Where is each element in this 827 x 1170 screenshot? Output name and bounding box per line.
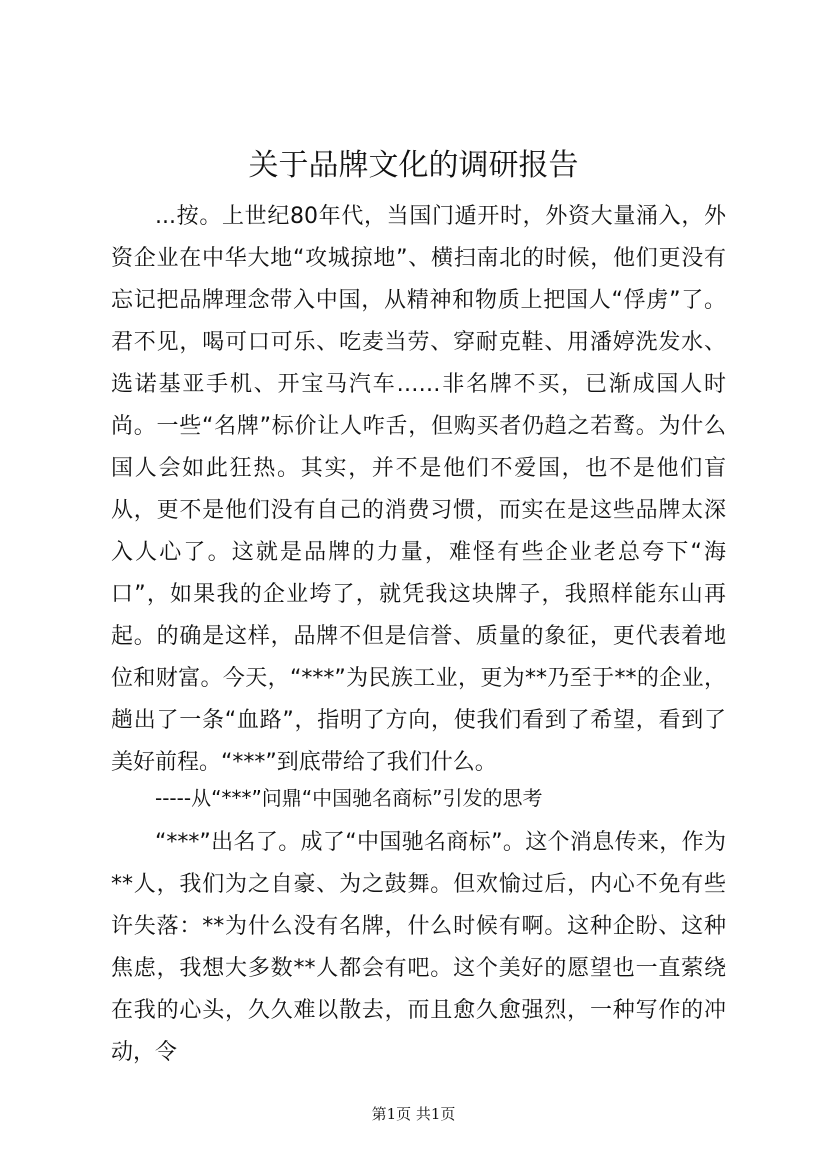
section-subheading: -----从“***”问鼎“中国驰名商标”引发的思考 — [155, 786, 543, 810]
page-footer: 第1页 共1页 — [371, 1105, 456, 1123]
document-title: 关于品牌文化的调研报告 — [248, 148, 579, 183]
body-paragraph-2: “***”出名了。成了“中国驰名商标”。这个消息传来，作为**人，我们为之自豪、为之鼓舞。但欢愉过后，内心不免有些许失落：**为什么没有名牌，什么时候有啊。这种企盼、这种焦虑，我想大多数**人都会有吧。这个美好的愿望也一直萦绕在我的心头，久久难以散去，而且愈久愈强烈，一种写作的冲动，令 — [111, 830, 726, 1065]
body-paragraph-1: ...按。上世纪80年代，当国门遁开时，外资大量涌入，外资企业在中华大地“攻城掠地”、横扫南北的时候，他们更没有忘记把品牌理念带入中国，从精神和物质上把国人“俘虏”了。君不见，喝可口可乐、吃麦当劳、穿耐克鞋、用潘婷洗发水、选诺基亚手机、开宝马汽车……非名牌不买，已渐成国人时尚。一些“名牌”标价让人咋舌，但购买者仍趋之若鹜。为什么国人会如此狂热。其实，并不是他们不爱国，也不是他们盲从，更不是他们没有自己的消费习惯，而实在是这些品牌太深入人心了。这就是品牌的力量，难怪有些企业老总夸下“海口”，如果我的企业垮了，就凭我这块牌子，我照样能东山再起。的确是这样，品牌不但是信誉、质量的象征，更代表着地位和财富。今天，“***”为民族工业，更为**乃至于**的企业，趟出了一条“血路”，指明了方向，使我们看到了希望，看到了美好前程。“***”到底带给了我们什么。 — [111, 204, 727, 775]
